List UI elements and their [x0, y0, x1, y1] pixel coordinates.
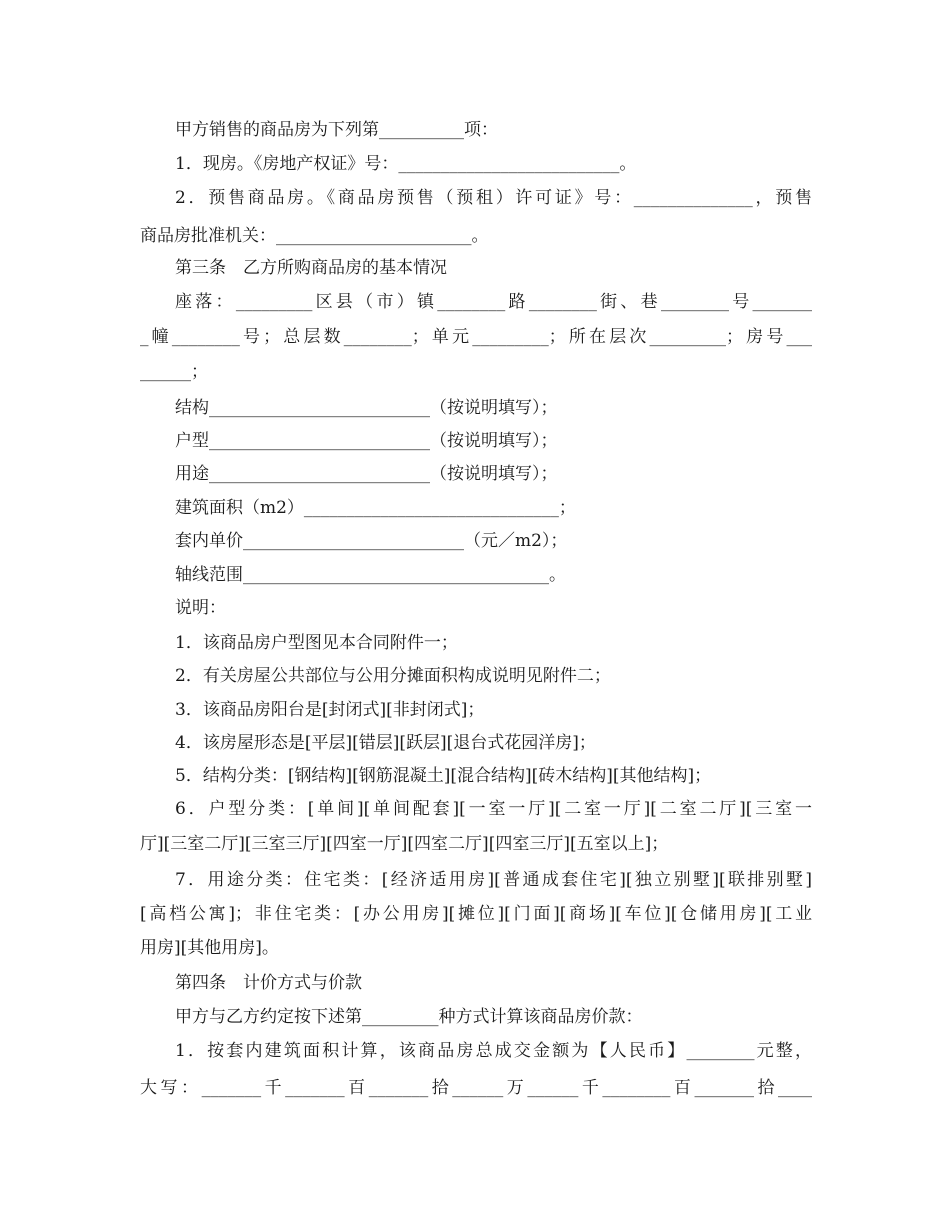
paragraph-line: 厅][三室二厅][三室三厅][四室一厅][四室二厅][四室三厅][五室以上]； [140, 834, 669, 854]
section-heading: 第三条 乙方所购商品房的基本情况 [175, 258, 447, 278]
paragraph-line: 用房][其他用房]。 [140, 938, 279, 958]
paragraph-line: 建筑面积（m2）______________________________； [175, 498, 576, 518]
paragraph-line: 甲方销售的商品房为下列第__________项： [175, 120, 498, 140]
paragraph-line: 轴线范围____________________________________。 [175, 565, 566, 585]
paragraph-line: 2．有关房屋公共部位与公用分摊面积构成说明见附件二； [175, 666, 611, 686]
paragraph-line: 3．该商品房阳台是[封闭式][非封闭式]； [175, 700, 485, 720]
paragraph-line: 用途__________________________（按说明填写）； [175, 464, 558, 484]
paragraph-line: 1．按套内建筑面积计算，该商品房总成交金额为【人民币】________元整， [175, 1041, 812, 1061]
paragraph-line: 户型__________________________（按说明填写）； [175, 431, 558, 451]
paragraph-line: 6．户型分类：[单间][单间配套][一室一厅][二室一厅][二室二厅][三室一 [175, 799, 812, 819]
paragraph-line: 说明： [175, 598, 226, 618]
paragraph-line: 座落：_________区县（市）镇________路________街、巷________号_______ [175, 292, 812, 312]
paragraph-line: 结构__________________________（按说明填写）； [175, 398, 558, 418]
paragraph-line: 大写：_______千_______百_______拾______万______千________百_______拾____ [140, 1078, 812, 1098]
paragraph-line: 1．该商品房户型图见本合同附件一； [175, 633, 458, 653]
paragraph-line: _幢________号；总层数________；单元_________；所在层次_________；房号___ [140, 327, 812, 347]
paragraph-line: 7．用途分类：住宅类：[经济适用房][普通成套住宅][独立别墅][联排别墅] [175, 870, 812, 890]
paragraph-line: 5．结构分类：[钢结构][钢筋混凝土][混合结构][砖木结构][其他结构]； [175, 766, 712, 786]
paragraph-line: 1．现房。《房地产权证》号：__________________________。 [175, 154, 637, 174]
paragraph-line: ______； [140, 362, 208, 382]
paragraph-line: 套内单价__________________________（元／m2）； [175, 531, 568, 551]
paragraph-line: 2．预售商品房。《商品房预售（预租）许可证》号：______________，预售 [175, 188, 812, 208]
paragraph-line: 甲方与乙方约定按下述第_________种方式计算该商品房价款： [175, 1007, 643, 1027]
section-heading: 第四条 计价方式与价款 [175, 973, 362, 993]
paragraph-line: [高档公寓]；非住宅类：[办公用房][摊位][门面][商场][车位][仓储用房][工业 [140, 904, 812, 924]
paragraph-line: 4．该房屋形态是[平层][错层][跃层][退台式花园洋房]； [175, 733, 596, 753]
paragraph-line: 商品房批准机关：_______________________。 [140, 226, 489, 246]
